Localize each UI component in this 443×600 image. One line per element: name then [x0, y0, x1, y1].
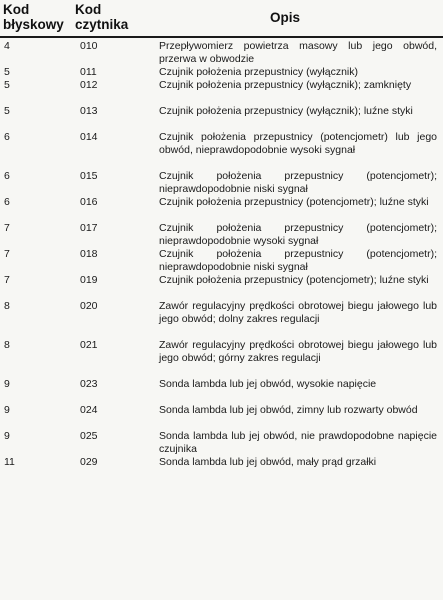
- table-row: [0, 404, 443, 430]
- flash-code-cell: 4: [4, 40, 10, 52]
- table-row: [0, 339, 443, 378]
- flash-code-cell: 7: [4, 248, 10, 260]
- table-row: [0, 274, 443, 300]
- description-cell: Czujnik położenia przepustnicy (wyłącznik); zamknięty: [159, 79, 412, 91]
- description-cell: Sonda lambda lub jej obwód, wysokie napięcie: [159, 378, 377, 390]
- table-row: [0, 196, 443, 222]
- reader-code-cell: 015: [80, 170, 98, 182]
- flash-code-cell: 11: [4, 456, 15, 468]
- reader-code-cell: 023: [80, 378, 98, 390]
- flash-code-cell: 5: [4, 79, 10, 91]
- table-row: [0, 300, 443, 339]
- header-divider: [0, 36, 443, 38]
- description-cell: Czujnik położenia przepustnicy (potencjometr) lub jego obwód, nieprawdopodobnie wysoki sygnał: [159, 131, 437, 156]
- reader-code-cell: 014: [80, 131, 98, 143]
- reader-code-cell: 019: [80, 274, 98, 286]
- table-header: [0, 0, 443, 36]
- table-row: [0, 248, 443, 274]
- flash-code-cell: 6: [4, 131, 10, 143]
- reader-code-cell: 012: [80, 79, 98, 91]
- header-flash-line2: błyskowy: [3, 17, 64, 32]
- description-cell: Zawór regulacyjny prędkości obrotowej biegu jałowego lub jego obwód; górny zakres regulacji: [159, 339, 437, 364]
- flash-code-cell: 5: [4, 66, 10, 78]
- reader-code-cell: 017: [80, 222, 98, 234]
- table-row: [0, 131, 443, 170]
- header-flash-line1: Kod: [3, 2, 30, 17]
- header-reader-line1: Kod: [75, 2, 102, 17]
- header-description: Opis: [270, 10, 301, 25]
- description-cell: Zawór regulacyjny prędkości obrotowej biegu jałowego lub jego obwód; dolny zakres regulacji: [159, 300, 437, 325]
- table-row: [0, 222, 443, 248]
- table-row: [0, 170, 443, 196]
- table-row: [0, 105, 443, 131]
- description-cell: Sonda lambda lub jej obwód, mały prąd grzałki: [159, 456, 377, 468]
- header-flash-code: [3, 2, 75, 32]
- table-body: [0, 40, 443, 482]
- flash-code-cell: 6: [4, 170, 10, 182]
- table-row: [0, 66, 443, 79]
- description-cell: Przepływomierz powietrza masowy lub jego obwód, przerwa w obwodzie: [159, 40, 437, 65]
- table-row: [0, 79, 443, 105]
- description-cell: Czujnik położenia przepustnicy (potencjometr); nieprawdopodobnie niski sygnał: [159, 248, 437, 273]
- table-row: [0, 378, 443, 404]
- header-reader-code: [75, 2, 145, 32]
- reader-code-cell: 018: [80, 248, 98, 260]
- reader-code-cell: 021: [80, 339, 98, 351]
- description-cell: Sonda lambda lub jej obwód, zimny lub rozwarty obwód: [159, 404, 418, 416]
- reader-code-cell: 029: [80, 456, 98, 468]
- flash-code-cell: 8: [4, 339, 10, 351]
- description-cell: Czujnik położenia przepustnicy (wyłącznik): [159, 66, 358, 78]
- flash-code-cell: 8: [4, 300, 10, 312]
- flash-code-cell: 6: [4, 196, 10, 208]
- reader-code-cell: 020: [80, 300, 98, 312]
- reader-code-cell: 011: [80, 66, 97, 78]
- reader-code-cell: 010: [80, 40, 98, 52]
- reader-code-cell: 024: [80, 404, 98, 416]
- flash-code-cell: 7: [4, 222, 10, 234]
- description-cell: Czujnik położenia przepustnicy (potencjometr); luźne styki: [159, 274, 429, 286]
- reader-code-cell: 016: [80, 196, 98, 208]
- description-cell: Czujnik położenia przepustnicy (potencjometr); nieprawdopodobnie wysoki sygnał: [159, 222, 437, 247]
- description-cell: Czujnik położenia przepustnicy (wyłącznik); luźne styki: [159, 105, 413, 117]
- description-cell: Czujnik położenia przepustnicy (potencjometr); luźne styki: [159, 196, 429, 208]
- table-row: [0, 40, 443, 66]
- description-cell: Czujnik położenia przepustnicy (potencjometr); nieprawdopodobnie niski sygnał: [159, 170, 437, 195]
- table-row: [0, 456, 443, 482]
- flash-code-cell: 9: [4, 404, 10, 416]
- reader-code-cell: 025: [80, 430, 98, 442]
- header-reader-line2: czytnika: [75, 17, 129, 32]
- flash-code-cell: 9: [4, 430, 10, 442]
- flash-code-cell: 7: [4, 274, 10, 286]
- table-row: [0, 430, 443, 456]
- flash-code-cell: 5: [4, 105, 10, 117]
- flash-code-cell: 9: [4, 378, 10, 390]
- reader-code-cell: 013: [80, 105, 98, 117]
- description-cell: Sonda lambda lub jej obwód, nie prawdopodobne napięcie czujnika: [159, 430, 437, 455]
